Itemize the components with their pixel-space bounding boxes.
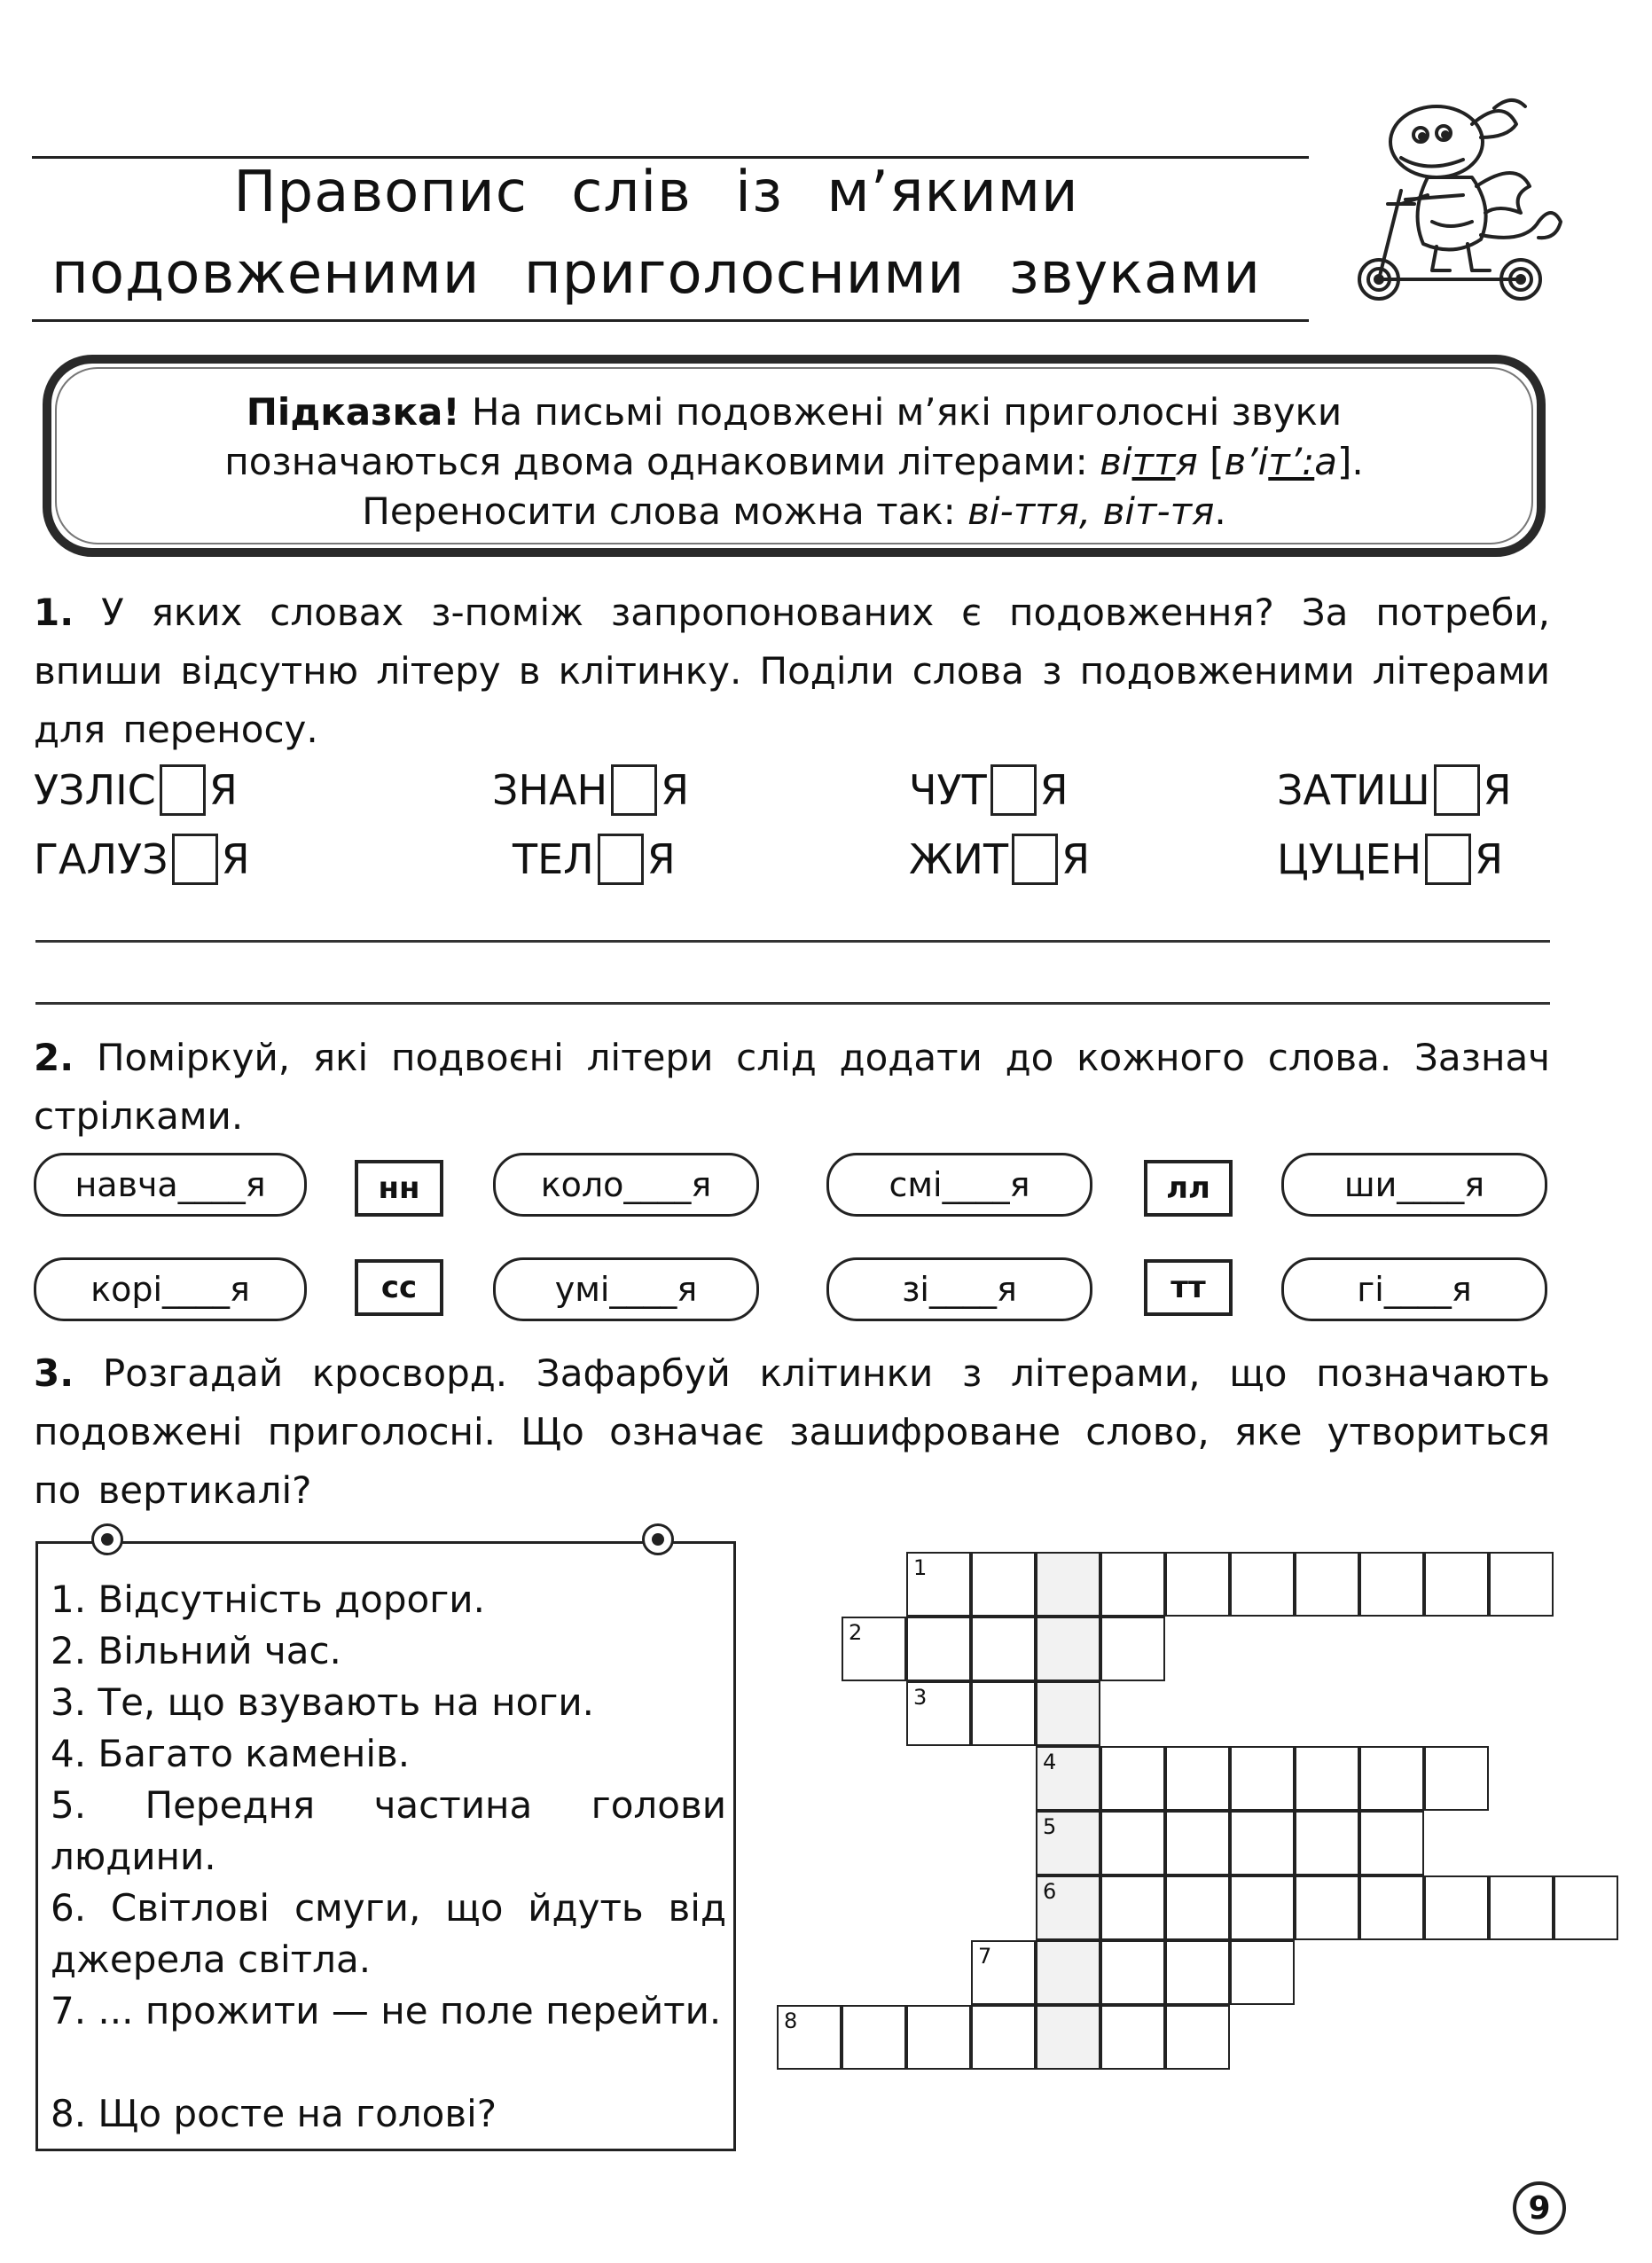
crossword-cell[interactable]: [1036, 1681, 1100, 1746]
task-2-instructions: Поміркуй, які подвоєні літери слід додати до кожного слова. Зазнач стрілками.: [34, 1036, 1550, 1138]
word-end: Я: [1039, 766, 1069, 814]
crossword-cell[interactable]: [1554, 1875, 1618, 1940]
crossword-cell[interactable]: [906, 1552, 971, 1617]
page-title-line-1: Правопис слів із м’якими: [233, 160, 1079, 225]
word-with-box: [1277, 834, 1503, 885]
crossword-cell[interactable]: [1489, 1875, 1554, 1940]
hint-example-word: [1100, 440, 1198, 483]
crossword-number: 8: [784, 2009, 798, 2033]
title-rule-top: [32, 156, 1309, 159]
crossword-cell[interactable]: [1165, 1940, 1230, 2005]
crossword-number: 4: [1043, 1750, 1057, 1774]
crossword-cell[interactable]: [1359, 1811, 1424, 1875]
crossword-cell[interactable]: [842, 1617, 906, 1681]
word-pill[interactable]: коло____я: [493, 1153, 759, 1217]
task-1-instructions: У яких словах з-поміж запропонованих є подовження? За потреби, впиши відсутню літеру в клітинку. Поділи слова з подовженими літерами для переносу.: [34, 591, 1550, 751]
crossword-number: 6: [1043, 1879, 1057, 1904]
crossword-cell[interactable]: [906, 1681, 971, 1746]
crossword-cell[interactable]: [971, 1617, 1036, 1681]
word-end: Я: [661, 766, 690, 814]
crossword-cell[interactable]: [1100, 1617, 1165, 1681]
crossword-cell[interactable]: [1100, 2005, 1165, 2070]
crossword-cell[interactable]: [1489, 1552, 1554, 1617]
word-start: ЗНАН: [492, 766, 608, 814]
task-2-text: [34, 1029, 1550, 1146]
crossword-cell[interactable]: [1165, 1746, 1230, 1811]
hint-transcription: [1224, 440, 1337, 483]
clue: 1. Відсутність дороги.: [51, 1578, 485, 1621]
task-3-text: [34, 1344, 1550, 1520]
pin-icon: [91, 1523, 123, 1555]
letter-pair-box[interactable]: тт: [1144, 1259, 1233, 1316]
task-2-number: 2.: [34, 1036, 74, 1079]
crossword-cell[interactable]: [1036, 1552, 1100, 1617]
hint-hyphenation-example: ві-ття, віт-тя: [967, 489, 1215, 533]
hint-box: [43, 355, 1546, 557]
crossword-cell[interactable]: [1100, 1875, 1165, 1940]
crossword-cell[interactable]: [1036, 1940, 1100, 2005]
answer-line[interactable]: [35, 940, 1550, 943]
word-start: ТЕЛ: [513, 835, 594, 883]
crossword-cell[interactable]: [1100, 1746, 1165, 1811]
task-1-text: [34, 583, 1550, 759]
crossword-number: 7: [978, 1944, 992, 1969]
crossword-cell[interactable]: [1359, 1746, 1424, 1811]
clue: 2. Вільний час.: [51, 1629, 341, 1672]
crossword-cell[interactable]: [1424, 1875, 1489, 1940]
word-start: ЖИТ: [909, 835, 1009, 883]
word-end: Я: [1483, 766, 1512, 814]
word-pill[interactable]: умі____я: [493, 1257, 759, 1321]
word-end: Я: [208, 766, 238, 814]
word-pill[interactable]: навча____я: [34, 1153, 307, 1217]
clue: 7. ... прожити — не поле перейти.: [51, 1989, 722, 2032]
letter-box[interactable]: [160, 764, 206, 816]
crossword-cell[interactable]: [906, 1617, 971, 1681]
word-end: Я: [646, 835, 676, 883]
crossword-cell[interactable]: [1295, 1746, 1359, 1811]
crossword-cell[interactable]: [1295, 1875, 1359, 1940]
dragon-on-scooter-illustration: [1339, 89, 1605, 310]
crossword-cell[interactable]: [1165, 1552, 1230, 1617]
hint-line-2: [51, 440, 1537, 483]
clue: 6. Світлові смуги, що йдуть від джерела світла.: [51, 1886, 726, 1981]
crossword-cell[interactable]: [1036, 1811, 1100, 1875]
crossword-cell[interactable]: [1359, 1552, 1424, 1617]
letter-box[interactable]: [611, 764, 657, 816]
crossword-number: 5: [1043, 1814, 1057, 1839]
hint-transcription-b: т’:: [1268, 440, 1315, 483]
crossword-cell[interactable]: [1424, 1552, 1489, 1617]
answer-line[interactable]: [35, 1002, 1550, 1005]
task-3-instructions: Розгадай кросворд. Зафарбуй клітинки з літерами, що позначають подовжені приголосні. Що означає зашифроване слово, яке утвориться по вертикалі?: [34, 1351, 1550, 1512]
crossword-number: 3: [913, 1685, 928, 1710]
word-end: Я: [221, 835, 250, 883]
hint-label: Підказка!: [246, 390, 460, 434]
clue: 5. Передня частина голови людини.: [51, 1783, 726, 1878]
crossword-cell[interactable]: [906, 2005, 971, 2070]
crossword-cell[interactable]: [971, 1940, 1036, 2005]
word-pill[interactable]: гі____я: [1281, 1257, 1547, 1321]
crossword-cell[interactable]: [1036, 1875, 1100, 1940]
hint-bracket-close: ].: [1336, 440, 1364, 483]
hint-example-word-b: тт: [1131, 440, 1176, 483]
crossword-cell[interactable]: [1165, 1811, 1230, 1875]
hint-example-word-c: я: [1175, 440, 1198, 483]
hint-line-3-end: .: [1214, 489, 1226, 533]
word-start: УЗЛІС: [34, 766, 156, 814]
word-with-box: [34, 764, 238, 816]
crossword-cell[interactable]: [842, 2005, 906, 2070]
word-pill[interactable]: корі____я: [34, 1257, 307, 1321]
letter-pair-box[interactable]: нн: [355, 1160, 443, 1217]
hint-line-3: [51, 489, 1537, 533]
clue: 4. Багато каменів.: [51, 1732, 411, 1775]
word-pill[interactable]: смі____я: [826, 1153, 1092, 1217]
crossword-cell[interactable]: [1359, 1875, 1424, 1940]
crossword-cell[interactable]: [1100, 1940, 1165, 2005]
pin-icon: [642, 1523, 674, 1555]
task-3-number: 3.: [34, 1351, 74, 1395]
word-with-box: [909, 764, 1069, 816]
hint-line-3-text: Переносити слова можна так:: [362, 489, 968, 533]
crossword-cell[interactable]: [1100, 1552, 1165, 1617]
letter-pair-box[interactable]: сс: [355, 1259, 443, 1316]
word-with-box: [34, 834, 250, 885]
crossword-cell[interactable]: [1165, 2005, 1230, 2070]
crossword-cell[interactable]: [1100, 1811, 1165, 1875]
crossword-cell[interactable]: [1230, 1811, 1295, 1875]
letter-box[interactable]: [1012, 834, 1058, 885]
clue: 8. Що росте на голові?: [51, 2092, 497, 2135]
word-end: Я: [1475, 835, 1504, 883]
hint-transcription-c: а: [1314, 440, 1337, 483]
crossword-cell[interactable]: [1165, 1875, 1230, 1940]
word-end: Я: [1061, 835, 1091, 883]
crossword-cell[interactable]: [971, 1552, 1036, 1617]
crossword-cell[interactable]: [777, 2005, 842, 2070]
letter-box[interactable]: [990, 764, 1037, 816]
letter-pair-box[interactable]: лл: [1144, 1160, 1233, 1217]
crossword-cell[interactable]: [1230, 1552, 1295, 1617]
clue-card: [35, 1541, 736, 2151]
crossword-number: 2: [849, 1620, 863, 1645]
crossword-number: 1: [913, 1555, 928, 1580]
crossword-cell[interactable]: [1036, 1617, 1100, 1681]
word-pill[interactable]: ши____я: [1281, 1153, 1547, 1217]
word-start: ЧУТ: [909, 766, 987, 814]
hint-line-2-text: позначаються двома однаковими літерами:: [224, 440, 1100, 483]
crossword-cell[interactable]: [1036, 1746, 1100, 1811]
title-rule-bottom: [32, 319, 1309, 322]
crossword-cell[interactable]: [1230, 1940, 1295, 2005]
hint-bracket-open: [: [1197, 440, 1225, 483]
clue: 3. Те, що взувають на ноги.: [51, 1680, 594, 1724]
page-number: 9: [1513, 2181, 1566, 2235]
word-pill[interactable]: зі____я: [826, 1257, 1092, 1321]
crossword-cell[interactable]: [971, 1681, 1036, 1746]
crossword-cell[interactable]: [1295, 1552, 1359, 1617]
letter-box[interactable]: [1434, 764, 1480, 816]
letter-box[interactable]: [172, 834, 218, 885]
word-start: ЦУЦЕН: [1277, 835, 1422, 883]
word-with-box: [1277, 764, 1512, 816]
hint-transcription-a: в’і: [1224, 440, 1269, 483]
word-start: ЗАТИШ: [1277, 766, 1430, 814]
crossword-cell[interactable]: [971, 2005, 1036, 2070]
hint-line-1: [51, 390, 1537, 434]
word-with-box: [492, 764, 689, 816]
crossword-cell[interactable]: [1230, 1746, 1295, 1811]
word-start: ГАЛУЗ: [34, 835, 168, 883]
crossword-cell[interactable]: [1424, 1746, 1489, 1811]
crossword-cell[interactable]: [1036, 2005, 1100, 2070]
crossword-cell[interactable]: [1295, 1811, 1359, 1875]
page-title-line-2: подовженими приголосними звуками: [51, 241, 1261, 307]
hint-example-word-a: ві: [1100, 440, 1132, 483]
letter-box[interactable]: [1425, 834, 1471, 885]
task-1-number: 1.: [34, 591, 74, 634]
crossword-cell[interactable]: [1230, 1875, 1295, 1940]
hint-line-1-text: На письмі подовжені м’які приголосні звуки: [459, 390, 1343, 434]
word-with-box: [513, 834, 676, 885]
word-with-box: [909, 834, 1090, 885]
letter-box[interactable]: [598, 834, 644, 885]
